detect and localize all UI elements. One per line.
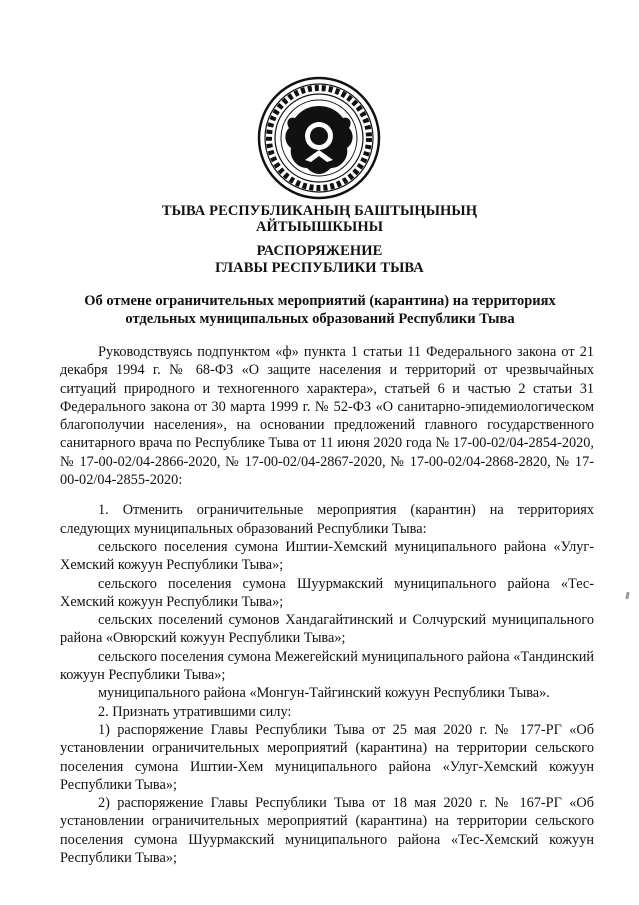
document-type-label: РАСПОРЯЖЕНИЕ (256, 243, 383, 259)
document-title-line-2: отдельных муниципальных образований Республики Тыва (125, 311, 515, 327)
header-title-tuvan-2: АЙТЫЫШКЫНЫ (255, 219, 384, 235)
clause-1-item-3: сельских поселений сумонов Хандагайтинский и Солчурский муниципального района «Овюрский кожуун Республики Тыва»; (60, 612, 594, 647)
document-body (60, 343, 594, 867)
emblem-seal-icon (257, 76, 381, 200)
scan-mark (625, 592, 629, 599)
issuer-label: ГЛАВЫ РЕСПУБЛИКИ ТЫВА (215, 260, 424, 276)
clause-1-item-5: муниципального района «Монгун-Тайгинский кожуун Республики Тыва». (98, 685, 550, 702)
header-title-tuvan-1: ТЫВА РЕСПУБЛИКАНЫҢ БАШТЫҢЫНЫҢ (161, 203, 478, 219)
clause-2-item-1: 1) распоряжение Главы Республики Тыва от 25 мая 2020 г. № 177-РГ «Об установлении ограничительных мероприятий (карантина) на территории сельского поселения сумона Иштии-Хем муниципального района «Улуг-Хемский кожуун Республики Тыва»; (60, 721, 594, 793)
document-title-line-1: Об отмене ограничительных мероприятий (карантина) на территориях (84, 293, 556, 309)
clause-1-item-4: сельского поселения сумона Межегейский муниципального района «Тандинский кожуун Республики Тыва»; (60, 648, 594, 684)
clause-1-item-2: сельского поселения сумона Шуурмакский муниципального района «Тес-Хемский кожуун Республики Тыва»; (60, 575, 594, 610)
clause-2-item-2: 2) распоряжение Главы Республики Тыва от 18 мая 2020 г. № 167-РГ «Об установлении ограничительных мероприятий (карантина) на территории сельского поселения сумона Шуурмакский муниципального района «Тес-Хемский кожуун Республики Тыва»; (60, 795, 594, 867)
clause-1: 1. Отменить ограничительные мероприятия (карантин) на территориях следующих муниципальных образований Республики Тыва: (60, 502, 594, 537)
preamble-paragraph: Руководствуясь подпунктом «ф» пункта 1 статьи 11 Федерального закона от 21 декабря 1994 г. № 68-ФЗ «О защите населения и территорий от чрезвычайных ситуаций природного и техногенного характера», статьей 6 и частью 2 статьи 31 Федерального закона от 30 марта 1999 г. № 52-ФЗ «О санитарно-эпидемиологическом благополучии населения», на основании предложений главного государственного санитарного врача по Республике Тыва от 11 июня 2020 года № 17-00-02/04-2854-2020, № 17-00-02/04-2866-2020, № 17-00-02/04-2867-2020, № 17-00-02/04-2868-2820, № 17-00-02/04-2855-2020: (60, 344, 594, 489)
clause-1-item-1: сельского поселения сумона Иштии-Хемский муниципального района «Улуг-Хемский кожуун Республики Тыва»; (60, 538, 594, 574)
clause-2: 2. Признать утратившими силу: (98, 703, 292, 720)
